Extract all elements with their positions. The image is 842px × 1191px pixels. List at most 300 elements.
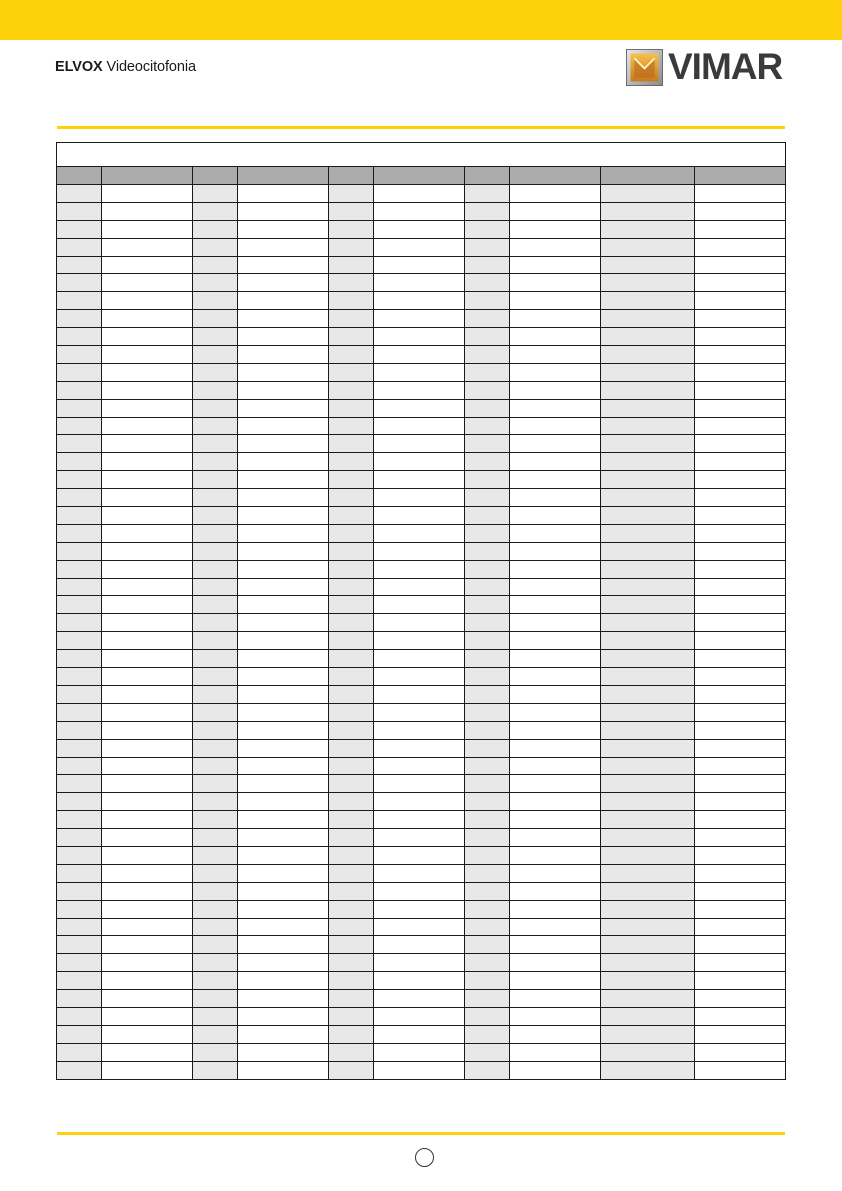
column-header: [57, 167, 102, 185]
table-cell: [374, 578, 465, 596]
table-cell: [601, 1025, 695, 1043]
table-cell: [193, 954, 238, 972]
table-cell: [374, 399, 465, 417]
table-cell: [57, 936, 102, 954]
table-cell: [102, 1061, 193, 1079]
table-cell: [329, 578, 374, 596]
table-cell: [465, 739, 510, 757]
table-cell: [238, 453, 329, 471]
table-cell: [238, 846, 329, 864]
table-cell: [601, 471, 695, 489]
table-cell: [601, 363, 695, 381]
table-cell: [374, 220, 465, 238]
top-accent-bar: [0, 0, 842, 40]
table-cell: [238, 829, 329, 847]
brand-bold: ELVOX: [55, 59, 103, 75]
header-divider: [57, 126, 785, 129]
table-cell: [510, 1061, 601, 1079]
table-cell: [695, 972, 786, 990]
table-cell: [102, 292, 193, 310]
table-cell: [465, 274, 510, 292]
table-row: [57, 578, 786, 596]
table-row: [57, 1025, 786, 1043]
table-cell: [465, 310, 510, 328]
table-cell: [374, 310, 465, 328]
table-cell: [238, 721, 329, 739]
table-cell: [374, 972, 465, 990]
table-cell: [102, 793, 193, 811]
table-cell: [465, 542, 510, 560]
table-cell: [238, 542, 329, 560]
table-cell: [193, 435, 238, 453]
table-cell: [57, 846, 102, 864]
table-cell: [601, 256, 695, 274]
table-cell: [465, 202, 510, 220]
table-cell: [465, 185, 510, 203]
table-cell: [601, 220, 695, 238]
table-cell: [238, 256, 329, 274]
table-cell: [601, 846, 695, 864]
table-cell: [465, 614, 510, 632]
table-cell: [465, 381, 510, 399]
table-row: [57, 399, 786, 417]
table-cell: [57, 417, 102, 435]
table-cell: [238, 882, 329, 900]
table-cell: [102, 990, 193, 1008]
table-cell: [329, 489, 374, 507]
table-cell: [601, 381, 695, 399]
data-table: [56, 142, 786, 1080]
table-cell: [510, 757, 601, 775]
table-cell: [193, 453, 238, 471]
table-cell: [193, 185, 238, 203]
table-cell: [193, 882, 238, 900]
table-cell: [601, 596, 695, 614]
table-cell: [601, 632, 695, 650]
table-cell: [601, 417, 695, 435]
table-cell: [238, 972, 329, 990]
table-cell: [193, 274, 238, 292]
table-cell: [465, 578, 510, 596]
table-row: [57, 274, 786, 292]
table-cell: [193, 524, 238, 542]
table-cell: [374, 453, 465, 471]
table-cell: [238, 775, 329, 793]
table-cell: [193, 1061, 238, 1079]
table-cell: [695, 864, 786, 882]
table-cell: [374, 471, 465, 489]
page-number-badge: [415, 1148, 434, 1167]
table-cell: [57, 453, 102, 471]
table-cell: [374, 918, 465, 936]
table-cell: [329, 685, 374, 703]
column-header: [102, 167, 193, 185]
table-cell: [238, 918, 329, 936]
table-cell: [102, 346, 193, 364]
table-cell: [102, 775, 193, 793]
table-cell: [238, 524, 329, 542]
table-cell: [57, 793, 102, 811]
table-cell: [510, 435, 601, 453]
table-cell: [238, 399, 329, 417]
table-cell: [601, 1061, 695, 1079]
table-cell: [601, 668, 695, 686]
table-cell: [695, 846, 786, 864]
table-cell: [465, 524, 510, 542]
table-cell: [510, 274, 601, 292]
table-cell: [374, 685, 465, 703]
table-cell: [57, 721, 102, 739]
table-cell: [193, 363, 238, 381]
table-cell: [57, 900, 102, 918]
table-cell: [238, 363, 329, 381]
table-cell: [57, 632, 102, 650]
table-row: [57, 829, 786, 847]
table-cell: [510, 739, 601, 757]
table-cell: [695, 685, 786, 703]
table-cell: [695, 882, 786, 900]
table-cell: [57, 1061, 102, 1079]
table-cell: [601, 310, 695, 328]
table-cell: [329, 310, 374, 328]
table-cell: [238, 990, 329, 1008]
table-cell: [102, 954, 193, 972]
table-cell: [465, 632, 510, 650]
table-cell: [695, 417, 786, 435]
table-cell: [465, 453, 510, 471]
table-cell: [329, 1007, 374, 1025]
table-cell: [374, 793, 465, 811]
column-header: [193, 167, 238, 185]
table-cell: [374, 1007, 465, 1025]
table-cell: [193, 918, 238, 936]
table-cell: [465, 650, 510, 668]
table-cell: [238, 489, 329, 507]
table-cell: [238, 757, 329, 775]
table-cell: [695, 238, 786, 256]
vimar-logo-icon: [626, 49, 663, 86]
table-cell: [601, 918, 695, 936]
table-cell: [695, 703, 786, 721]
table-cell: [695, 775, 786, 793]
table-cell: [695, 489, 786, 507]
table-cell: [329, 739, 374, 757]
table-row: [57, 507, 786, 525]
table-cell: [465, 936, 510, 954]
table-cell: [238, 560, 329, 578]
table-cell: [329, 846, 374, 864]
table-cell: [329, 417, 374, 435]
table-cell: [374, 256, 465, 274]
table-cell: [374, 882, 465, 900]
table-cell: [102, 757, 193, 775]
table-cell: [102, 650, 193, 668]
table-cell: [57, 328, 102, 346]
table-cell: [329, 775, 374, 793]
table-cell: [102, 918, 193, 936]
table-row: [57, 864, 786, 882]
table-cell: [374, 238, 465, 256]
table-cell: [238, 900, 329, 918]
table-cell: [238, 381, 329, 399]
table-cell: [601, 614, 695, 632]
table-row: [57, 650, 786, 668]
table-cell: [695, 346, 786, 364]
table-cell: [695, 990, 786, 1008]
table-cell: [510, 1043, 601, 1061]
table-row: [57, 614, 786, 632]
table-cell: [329, 453, 374, 471]
table-row: [57, 524, 786, 542]
table-cell: [238, 274, 329, 292]
table-row: [57, 954, 786, 972]
table-title-row: [57, 143, 786, 167]
table-cell: [601, 453, 695, 471]
table-cell: [465, 256, 510, 274]
table-cell: [193, 990, 238, 1008]
table-cell: [193, 668, 238, 686]
table-cell: [465, 775, 510, 793]
table-cell: [329, 274, 374, 292]
table-cell: [329, 292, 374, 310]
table-cell: [465, 668, 510, 686]
table-cell: [193, 811, 238, 829]
table-cell: [57, 757, 102, 775]
table-cell: [193, 632, 238, 650]
table-cell: [465, 489, 510, 507]
column-header: [465, 167, 510, 185]
table-cell: [57, 954, 102, 972]
table-cell: [510, 685, 601, 703]
table-header-row: [57, 167, 786, 185]
table-cell: [329, 703, 374, 721]
table-cell: [601, 1043, 695, 1061]
table-cell: [601, 990, 695, 1008]
table-cell: [193, 793, 238, 811]
table-cell: [57, 238, 102, 256]
table-cell: [465, 220, 510, 238]
table-cell: [329, 900, 374, 918]
table-cell: [102, 1043, 193, 1061]
table-cell: [695, 1043, 786, 1061]
table-cell: [465, 882, 510, 900]
table-row: [57, 721, 786, 739]
table-cell: [695, 668, 786, 686]
table-cell: [57, 435, 102, 453]
table-cell: [510, 829, 601, 847]
table-cell: [329, 632, 374, 650]
table-cell: [465, 435, 510, 453]
table-cell: [510, 220, 601, 238]
table-cell: [510, 596, 601, 614]
table-cell: [329, 757, 374, 775]
table-cell: [695, 524, 786, 542]
table-cell: [374, 668, 465, 686]
table-cell: [102, 596, 193, 614]
table-cell: [695, 202, 786, 220]
table-cell: [374, 757, 465, 775]
table-cell: [329, 1043, 374, 1061]
table-row: [57, 453, 786, 471]
table-cell: [329, 721, 374, 739]
table-row: [57, 1043, 786, 1061]
table-cell: [102, 399, 193, 417]
table-cell: [238, 685, 329, 703]
table-cell: [57, 650, 102, 668]
table-cell: [695, 453, 786, 471]
table-cell: [374, 632, 465, 650]
table-cell: [102, 829, 193, 847]
table-cell: [329, 1025, 374, 1043]
table-cell: [57, 471, 102, 489]
table-cell: [329, 256, 374, 274]
table-cell: [102, 489, 193, 507]
data-table-container: [56, 142, 785, 1085]
table-cell: [465, 829, 510, 847]
table-cell: [57, 739, 102, 757]
table-cell: [510, 632, 601, 650]
table-cell: [465, 900, 510, 918]
table-row: [57, 292, 786, 310]
table-row: [57, 632, 786, 650]
table-cell: [329, 238, 374, 256]
table-row: [57, 918, 786, 936]
table-cell: [102, 328, 193, 346]
table-cell: [193, 829, 238, 847]
table-cell: [329, 471, 374, 489]
table-cell: [57, 274, 102, 292]
table-cell: [102, 274, 193, 292]
table-cell: [57, 1025, 102, 1043]
table-cell: [601, 238, 695, 256]
table-cell: [329, 614, 374, 632]
table-cell: [57, 292, 102, 310]
table-row: [57, 668, 786, 686]
table-cell: [57, 614, 102, 632]
table-cell: [102, 185, 193, 203]
column-header: [510, 167, 601, 185]
table-row: [57, 775, 786, 793]
table-cell: [193, 936, 238, 954]
table-cell: [193, 703, 238, 721]
table-cell: [238, 668, 329, 686]
table-cell: [329, 936, 374, 954]
table-row: [57, 202, 786, 220]
table-cell: [695, 220, 786, 238]
table-cell: [57, 775, 102, 793]
table-cell: [102, 471, 193, 489]
table-cell: [102, 524, 193, 542]
table-cell: [102, 1007, 193, 1025]
table-row: [57, 346, 786, 364]
table-cell: [510, 918, 601, 936]
table-cell: [238, 650, 329, 668]
table-cell: [465, 471, 510, 489]
table-cell: [601, 954, 695, 972]
table-cell: [102, 220, 193, 238]
table-cell: [695, 954, 786, 972]
table-cell: [374, 524, 465, 542]
table-cell: [510, 471, 601, 489]
table-cell: [329, 811, 374, 829]
table-cell: [465, 292, 510, 310]
table-cell: [510, 900, 601, 918]
table-cell: [374, 811, 465, 829]
table-cell: [601, 829, 695, 847]
table-cell: [465, 864, 510, 882]
table-cell: [695, 936, 786, 954]
table-cell: [329, 990, 374, 1008]
table-cell: [102, 435, 193, 453]
column-header: [695, 167, 786, 185]
table-cell: [57, 202, 102, 220]
table-cell: [238, 703, 329, 721]
table-cell: [238, 1007, 329, 1025]
table-row: [57, 471, 786, 489]
table-cell: [510, 524, 601, 542]
table-cell: [102, 310, 193, 328]
table-cell: [193, 1007, 238, 1025]
table-cell: [193, 220, 238, 238]
column-header: [238, 167, 329, 185]
table-cell: [601, 435, 695, 453]
table-cell: [374, 346, 465, 364]
table-cell: [465, 1025, 510, 1043]
table-cell: [374, 596, 465, 614]
table-cell: [238, 793, 329, 811]
table-cell: [695, 310, 786, 328]
table-cell: [510, 507, 601, 525]
table-cell: [601, 578, 695, 596]
table-cell: [193, 775, 238, 793]
table-cell: [374, 1043, 465, 1061]
table-cell: [102, 256, 193, 274]
table-cell: [329, 668, 374, 686]
table-cell: [238, 954, 329, 972]
table-cell: [510, 256, 601, 274]
table-cell: [510, 363, 601, 381]
table-cell: [102, 453, 193, 471]
table-cell: [510, 185, 601, 203]
table-cell: [193, 864, 238, 882]
table-cell: [193, 399, 238, 417]
table-cell: [695, 918, 786, 936]
table-cell: [193, 560, 238, 578]
table-cell: [102, 614, 193, 632]
table-cell: [465, 346, 510, 364]
table-cell: [465, 417, 510, 435]
table-cell: [193, 542, 238, 560]
table-cell: [510, 972, 601, 990]
table-cell: [102, 685, 193, 703]
table-cell: [695, 471, 786, 489]
table-cell: [329, 435, 374, 453]
table-cell: [601, 757, 695, 775]
table-cell: [102, 632, 193, 650]
table-cell: [329, 542, 374, 560]
table-cell: [510, 882, 601, 900]
table-cell: [510, 489, 601, 507]
table-cell: [57, 310, 102, 328]
brand-title: [55, 59, 196, 75]
table-cell: [601, 202, 695, 220]
table-cell: [601, 542, 695, 560]
table-row: [57, 685, 786, 703]
table-cell: [238, 471, 329, 489]
table-cell: [465, 399, 510, 417]
table-row: [57, 238, 786, 256]
table-cell: [510, 1025, 601, 1043]
